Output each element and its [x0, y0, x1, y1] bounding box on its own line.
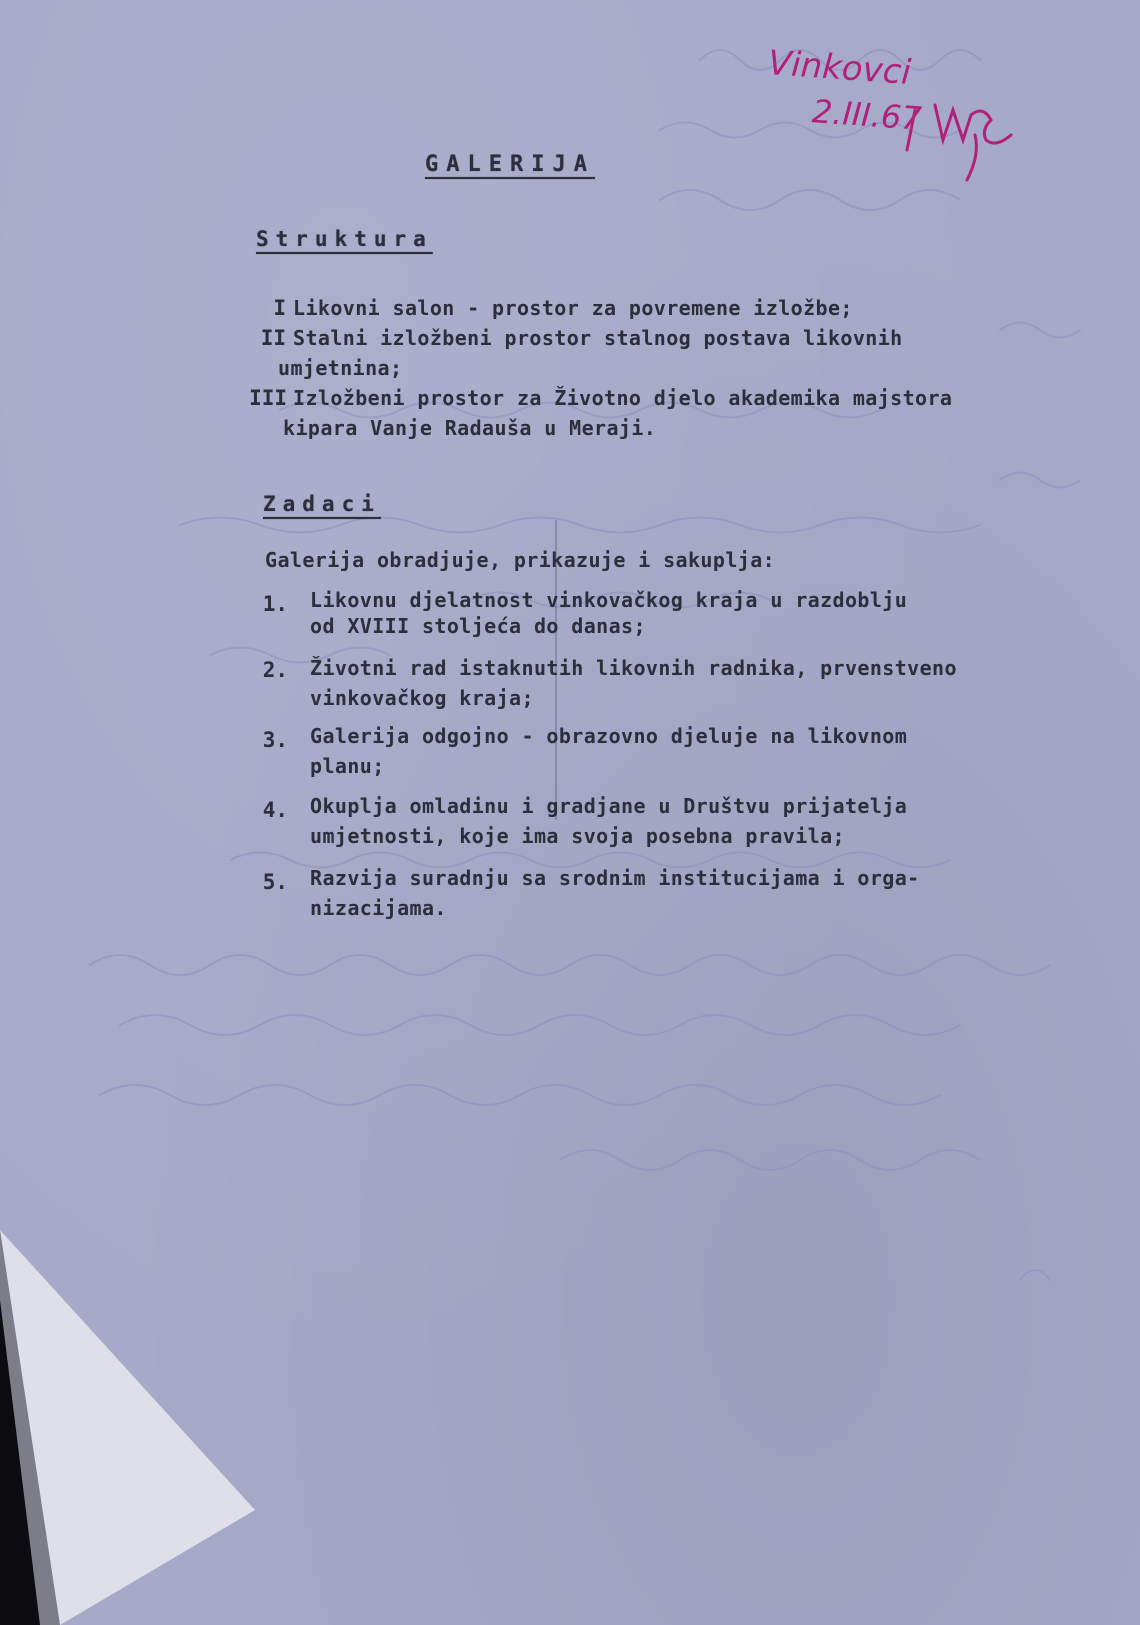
struktura-item-line: kipara Vanje Radauša u Meraji.	[283, 416, 657, 440]
section-heading-struktura: Struktura	[256, 227, 433, 251]
zadaci-item-number: 2.	[262, 658, 288, 682]
zadaci-intro: Galerija obradjuje, prikazuje i sakuplja:	[265, 548, 776, 572]
zadaci-item-line: planu;	[310, 754, 385, 778]
document-title: GALERIJA	[425, 152, 595, 177]
zadaci-item-line: Razvija suradnju sa srodnim institucijama i orga-	[310, 866, 920, 890]
struktura-item-number: III	[249, 386, 287, 410]
zadaci-item-number: 4.	[262, 798, 288, 822]
section-heading-zadaci: Zadaci	[263, 492, 381, 516]
zadaci-item-line: od XVIII stoljeća do danas;	[310, 614, 646, 638]
zadaci-item-line: Okuplja omladinu i gradjane u Društvu prijatelja	[310, 794, 908, 818]
zadaci-item-line: nizacijama.	[310, 896, 447, 920]
zadaci-item-line: Životni rad istaknutih likovnih radnika, prvenstveno	[310, 656, 957, 680]
zadaci-item-number: 1.	[262, 592, 288, 616]
zadaci-item-number: 5.	[262, 870, 288, 894]
handwritten-date: 2.III.67	[810, 92, 923, 138]
struktura-item-number: I	[273, 296, 286, 320]
struktura-item-line: Izložbeni prostor za Životno djelo akademika majstora	[293, 386, 953, 410]
handwritten-place: Vinkovci	[766, 43, 913, 93]
zadaci-item-line: umjetnosti, koje ima svoja posebna pravila;	[310, 824, 845, 848]
struktura-item-line: Likovni salon - prostor za povremene izložbe;	[293, 296, 853, 320]
zadaci-item-number: 3.	[262, 728, 288, 752]
struktura-item-number: II	[260, 326, 286, 350]
zadaci-item-line: Galerija odgojno - obrazovno djeluje na likovnom	[310, 724, 908, 748]
zadaci-item-line: Likovnu djelatnost vinkovačkog kraja u razdoblju	[310, 588, 908, 612]
struktura-item-line: Stalni izložbeni prostor stalnog postava likovnih	[293, 326, 903, 350]
zadaci-item-line: vinkovačkog kraja;	[310, 686, 534, 710]
struktura-item-line: umjetnina;	[278, 356, 403, 380]
